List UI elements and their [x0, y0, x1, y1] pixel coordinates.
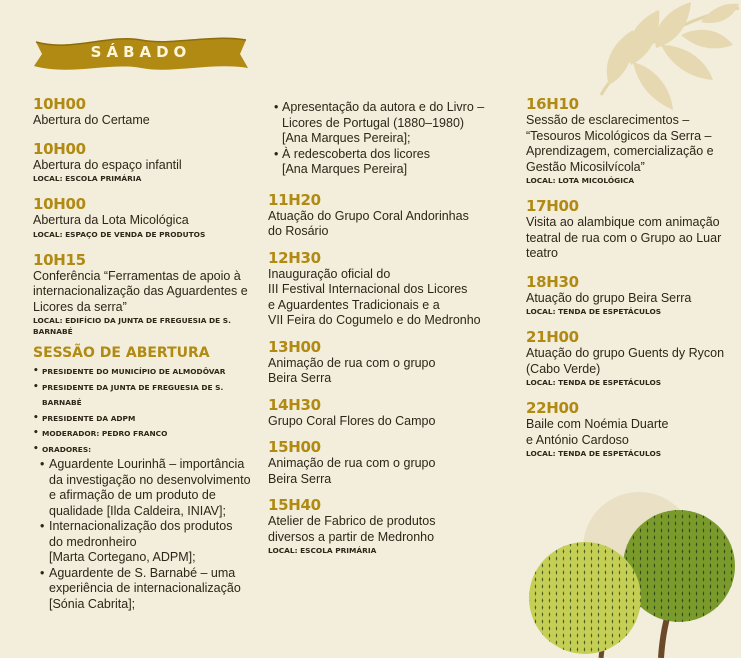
event-description: Atuação do Grupo Coral Andorinhas do Rosário	[268, 208, 469, 238]
event-description: Animação de rua com o grupo Beira Serra	[268, 355, 436, 385]
schedule-event	[33, 196, 263, 240]
schedule-event	[268, 192, 514, 240]
participant-item: • MODERADOR: PEDRO FRANCO	[33, 426, 263, 442]
event-description: Grupo Coral Flores do Campo	[268, 413, 436, 428]
event-time: 17H00	[526, 197, 579, 215]
schedule-event	[526, 400, 726, 459]
schedule-column-2	[268, 100, 514, 566]
event-time: 10H00	[33, 139, 86, 158]
event-time: 14H30	[268, 395, 321, 414]
event-description: Baile com Noémia Duarte e António Cardoso	[526, 417, 669, 447]
participant-item: • PRESIDENTE DO MUNICÍPIO DE ALMODÔVAR	[33, 364, 263, 380]
session-title: SESSÃO DE ABERTURA	[33, 345, 210, 361]
event-description: Visita ao alambique com animação teatral de rua com o Grupo ao Luar teatro	[526, 215, 722, 260]
event-description: Atuação do grupo Beira Serra	[526, 290, 692, 305]
schedule-column-1	[33, 96, 263, 612]
event-time: 21H00	[526, 328, 579, 346]
event-time: 15H40	[268, 496, 321, 514]
event-location: LOCAL: ESCOLA PRIMÁRIA	[268, 546, 377, 555]
schedule-event	[268, 339, 514, 387]
event-time: 12H30	[268, 248, 321, 267]
participant-item: • ORADORES:	[33, 442, 263, 458]
participants-list	[33, 364, 263, 457]
event-location: LOCAL: TENDA DE ESPETÁCULOS	[526, 449, 662, 458]
event-time: 22H00	[526, 399, 579, 417]
schedule-event	[526, 198, 726, 262]
event-description: Atuação do grupo Guents dy Rycon (Cabo Verde)	[526, 346, 725, 376]
talks-list	[33, 457, 263, 612]
talks-list	[268, 100, 514, 178]
talk-item: • Internacionalização dos produtos do medronheiro [Marta Cortegano, ADPM];	[33, 519, 263, 566]
schedule-event	[33, 96, 263, 129]
day-title: SÁBADO	[90, 43, 192, 61]
participant-item: • PRESIDENTE DA ADPM	[33, 411, 263, 427]
event-description: Abertura do Certame	[33, 113, 150, 127]
event-location: LOCAL: TENDA DE ESPETÁCULOS	[526, 307, 662, 316]
event-description: Conferência “Ferramentas de apoio à internacionalização das Aguardentes e Licores da serra”	[33, 268, 248, 314]
event-description: Atelier de Fabrico de produtos diversos a partir de Medronho	[268, 514, 436, 544]
medronho-fruits-illustration	[511, 478, 741, 658]
talk-item: • À redescoberta dos licores [Ana Marques Pereira]	[268, 147, 514, 178]
event-description: Sessão de esclarecimentos – “Tesouros Micológicos da Serra – Aprendizagem, comercialização e Gestão Micosilvícola”	[526, 113, 714, 174]
event-time: 10H00	[33, 95, 86, 113]
schedule-event	[268, 397, 514, 430]
event-time: 11H20	[268, 190, 321, 209]
schedule-event	[268, 439, 514, 487]
event-description: Abertura da Lota Micológica	[33, 213, 189, 227]
talk-item: • Aguardente de S. Barnabé – uma experiência de internacionalização [Sónia Cabrita];	[33, 566, 263, 613]
event-location: LOCAL: EDIFÍCIO DA JUNTA DE FREGUESIA DE S. BARNABÉ	[33, 316, 231, 336]
talk-item: • Aguardente Lourinhã – importância da investigação no desenvolvimento e afirmação de um produto de qualidade [Ilda Caldeira, INIAV];	[33, 457, 263, 519]
event-time: 10H15	[33, 250, 86, 269]
event-time: 13H00	[268, 337, 321, 356]
event-description: Inauguração oficial do III Festival Internacional dos Licores e Aguardentes Tradicionais e a VII Feira do Cogumelo e do Medronho	[268, 266, 481, 327]
event-location: LOCAL: ESPAÇO DE VENDA DE PRODUTOS	[33, 229, 206, 239]
event-time: 15H00	[268, 438, 321, 456]
schedule-event	[268, 250, 514, 329]
schedule-event	[33, 141, 263, 185]
participant-item: • PRESIDENTE DA JUNTA DE FREGUESIA DE S. BARNABÉ	[33, 380, 263, 411]
event-description: Abertura do espaço infantil	[33, 157, 182, 172]
schedule-event	[526, 96, 726, 186]
event-time: 10H00	[33, 195, 86, 213]
event-time: 16H10	[526, 95, 579, 113]
schedule-event	[268, 497, 514, 556]
event-location: LOCAL: ESCOLA PRIMÁRIA	[33, 174, 142, 183]
schedule-event	[526, 274, 726, 318]
schedule-event	[33, 252, 263, 338]
schedule-event	[526, 329, 726, 388]
talk-item: • Apresentação da autora e do Livro – Licores de Portugal (1880–1980) [Ana Marques Pereira];	[268, 100, 514, 147]
event-location: LOCAL: LOTA MICOLÓGICA	[526, 176, 635, 185]
event-time: 18H30	[526, 272, 579, 291]
event-location: LOCAL: TENDA DE ESPETÁCULOS	[526, 378, 662, 387]
schedule-column-3	[526, 96, 726, 471]
event-description: Animação de rua com o grupo Beira Serra	[268, 456, 436, 486]
